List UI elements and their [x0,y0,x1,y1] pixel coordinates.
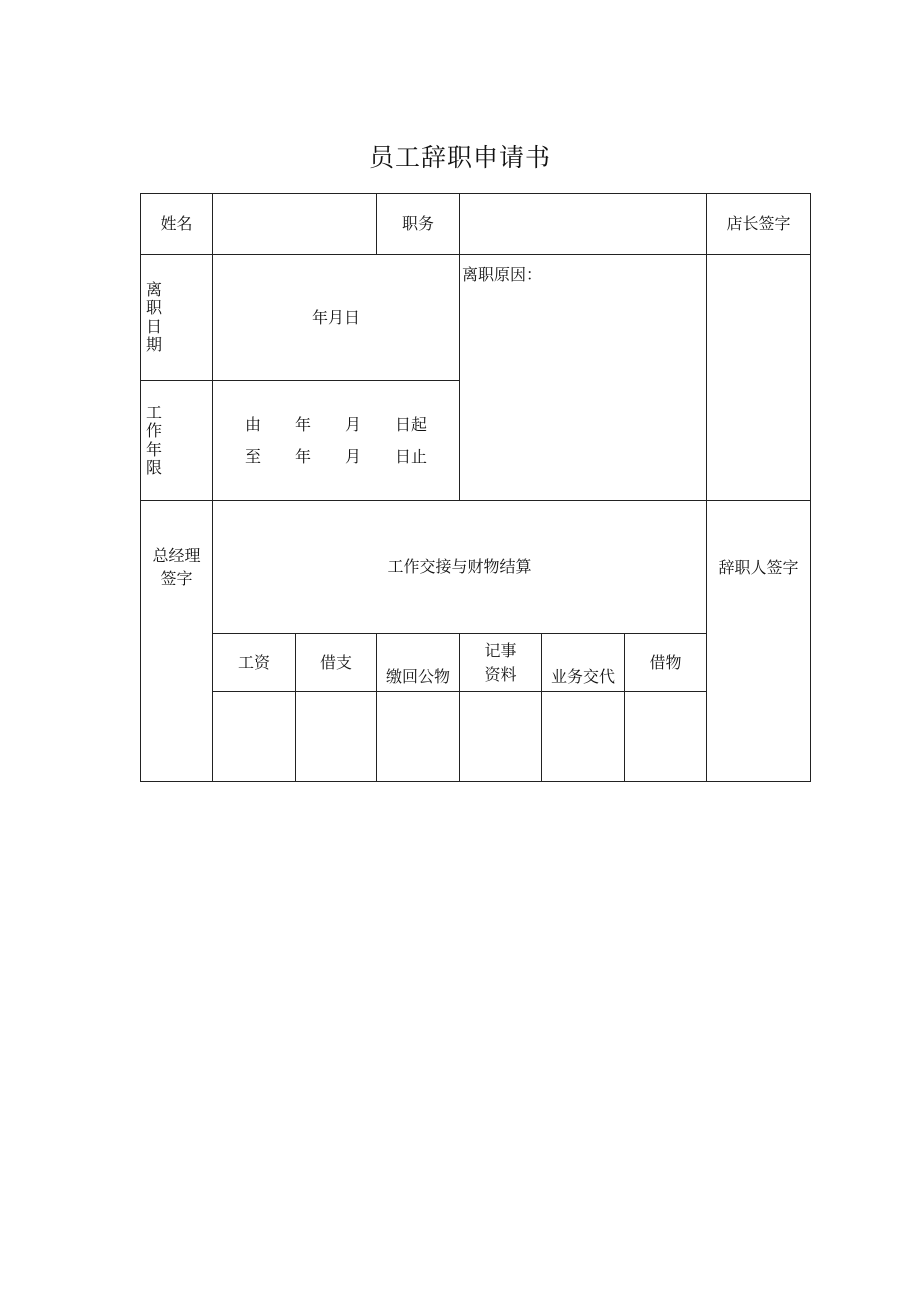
col-borrowed-items: 借物 [625,634,707,692]
name-field[interactable] [213,194,377,255]
resignation-form-table [140,193,811,782]
position-field[interactable] [460,194,707,255]
handover-title: 工作交接与财物结算 [213,501,707,634]
col-return-property: 缴回公物 [377,634,460,692]
leave-date-field[interactable] [213,255,460,381]
leave-date-value: 年月日 [311,307,360,327]
row-leave-date [141,255,811,381]
col-business-handover: 业务交代 [542,634,625,692]
work-period-field[interactable] [213,381,460,501]
work-period-label: 工 作 年 限 [141,381,213,501]
salary-field[interactable] [213,692,296,782]
records-field[interactable] [460,692,542,782]
gm-sign-label: 总经理 签字 [141,501,213,634]
reason-field[interactable] [460,255,707,501]
row-settlement-headers [141,634,811,692]
row-handover-header [141,501,811,634]
loan-field[interactable] [296,692,377,782]
resigner-sign-field[interactable] [707,634,811,782]
borrowed-items-field[interactable] [625,692,707,782]
page-title: 员工辞职申请书 [368,143,551,172]
reason-label: 离职原因： [462,265,543,284]
store-manager-sign-label: 店长签字 [707,194,811,255]
name-label: 姓名 [141,194,213,255]
work-period-from: 由 年 月 日起 [245,414,427,434]
row-name-position [141,194,811,255]
work-period-to: 至 年 月 日止 [245,446,427,466]
gm-sign-field[interactable] [141,634,213,782]
store-manager-sign-field[interactable] [707,255,811,501]
col-salary: 工资 [213,634,296,692]
position-label: 职务 [377,194,460,255]
col-records: 记事 资料 [460,634,542,692]
col-loan: 借支 [296,634,377,692]
business-handover-field[interactable] [542,692,625,782]
return-property-field[interactable] [377,692,460,782]
resigner-sign-label: 辞职人签字 [707,501,811,634]
leave-date-label: 离 职 日 期 [141,255,213,381]
